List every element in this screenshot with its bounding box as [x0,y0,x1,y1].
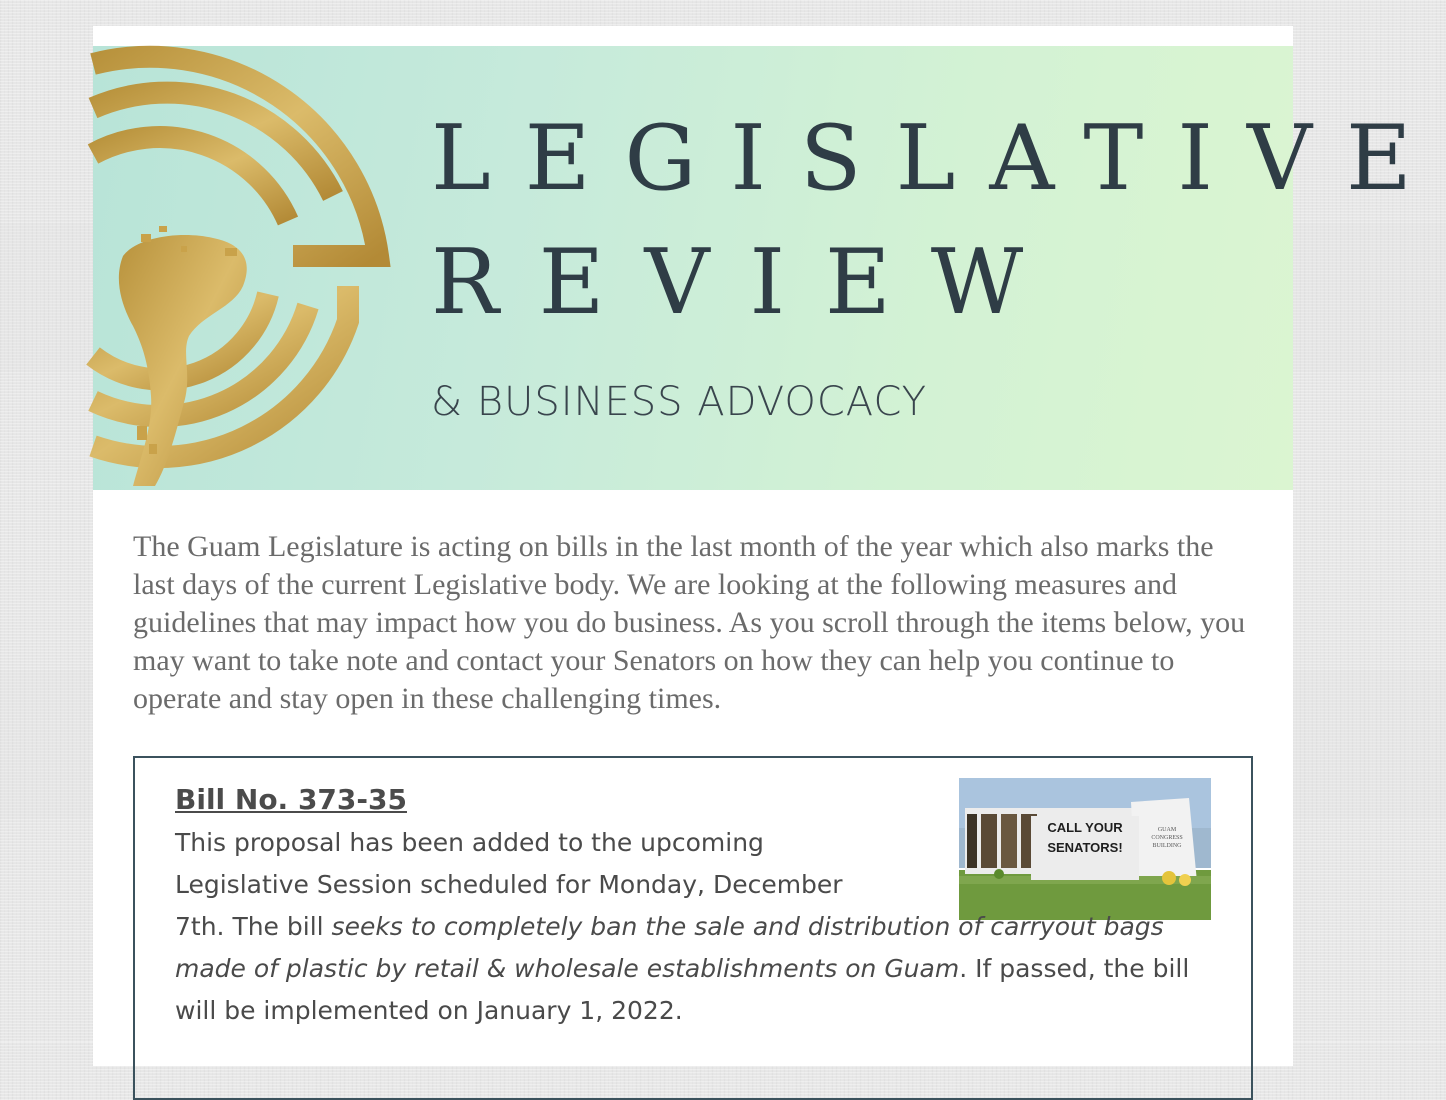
bill-text-intro: 7th. The bill [175,912,332,941]
bill-title-link[interactable]: Bill No. 373-35 [175,783,407,816]
building-sign: GUAM CONGRESS BUILDING [1151,827,1183,849]
header-banner [93,46,1446,490]
banner-subtitle: & BUSINESS ADVOCACY [431,379,928,425]
bill-text-line2: Legislative Session scheduled for Monday, December [175,870,843,899]
newsletter-card [93,26,1446,1066]
intro-paragraph: The Guam Legislature is acting on bills in the last month of the year which also marks the last days of the current Legislative body. We are looking at the following measures and guidelines that may impact how you do business. As you scroll through the items below, you may want to take note and contact your Senators on how they can help you continue to operate and stay open in these challenging times. [133,530,1246,715]
bill-description [175,822,1225,1032]
bill-text-emphasis: seeks to completely ban the sale and distribution of carryout bags made of plastic by retail & wholesale establishments on Guam [175,912,1164,983]
bill-text-line1: This proposal has been added to the upcoming [175,828,764,857]
banner-title-line2: REVIEW [431,230,1064,335]
bill-text-implementation: . If passed, the bill will be implemented on January 1, 2022. [175,954,1190,1025]
photo-caption: CALL YOUR SENATORS! [1047,820,1123,855]
guam-chamber-logo-icon [93,46,413,490]
banner-title-line1: LEGISLATIVE [431,106,1446,211]
bill-section [133,756,1253,1100]
